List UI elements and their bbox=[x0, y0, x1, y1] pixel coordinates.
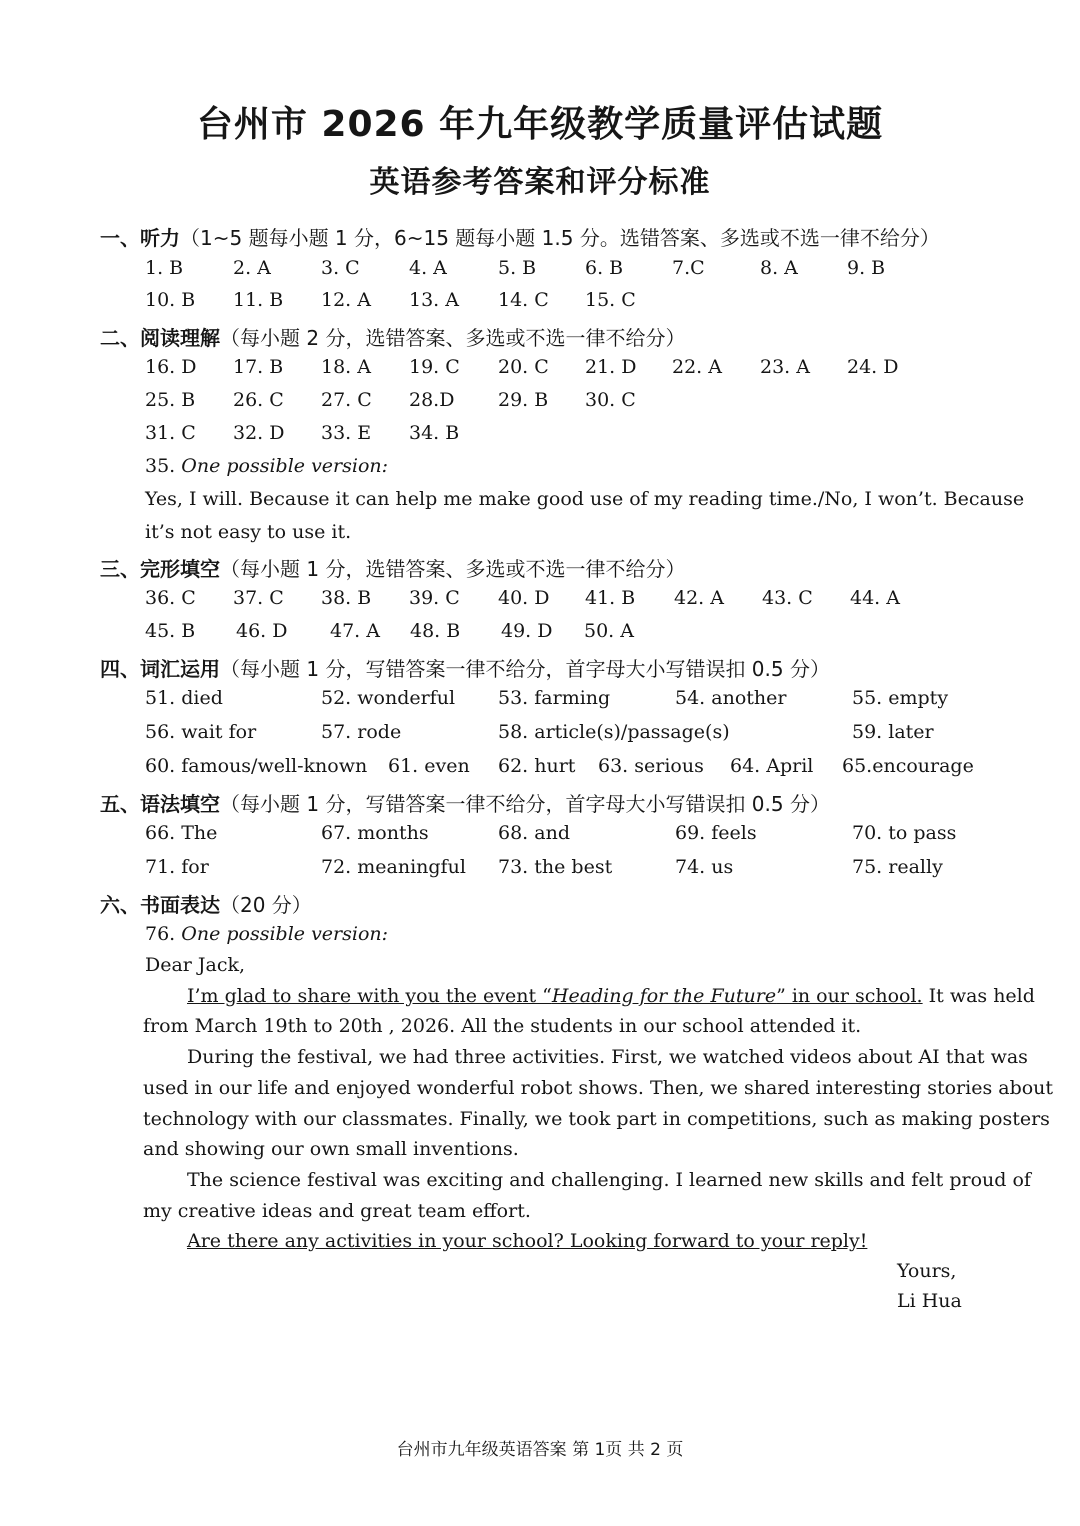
section-note: （每小题 1 分，写错答案一律不给分，首字母大小写错误扣 0.5 分） bbox=[220, 792, 830, 816]
answer-item: 2. A bbox=[233, 257, 271, 279]
section-note: （每小题 1 分，选错答案、多选或不选一律不给分） bbox=[220, 557, 686, 581]
answer-item: 49. D bbox=[501, 620, 553, 642]
answer-item: 19. C bbox=[409, 356, 460, 378]
answer-item: 64. April bbox=[730, 755, 814, 777]
page-subtitle: 英语参考答案和评分标准 bbox=[369, 165, 711, 200]
answer-item: 17. B bbox=[233, 356, 284, 378]
section-label: 一、听力 bbox=[100, 226, 180, 250]
answer-item: 30. C bbox=[585, 389, 636, 411]
answer-item: 18. A bbox=[321, 356, 371, 378]
answer-item: 61. even bbox=[388, 755, 470, 777]
answer-item: 34. B bbox=[409, 422, 460, 444]
letter-signature: Li Hua bbox=[897, 1290, 962, 1312]
answer-item: 14. C bbox=[498, 289, 549, 311]
answer-item: 37. C bbox=[233, 587, 284, 609]
section-label: 二、阅读理解 bbox=[100, 326, 220, 350]
answer-item: 1. B bbox=[145, 257, 184, 279]
answer-item: 74. us bbox=[675, 856, 734, 878]
answer-item: 75. really bbox=[852, 856, 943, 878]
letter-paragraph-2-line-2: used in our life and enjoyed wonderful robot shows. Then, we shared interesting stories about bbox=[143, 1077, 1054, 1099]
answer-item: 22. A bbox=[672, 356, 722, 378]
q35-answer-line-2: it’s not easy to use it. bbox=[145, 521, 352, 543]
answer-item: 15. C bbox=[585, 289, 636, 311]
answer-item: 44. A bbox=[850, 587, 900, 609]
answer-item: 42. A bbox=[674, 587, 724, 609]
answer-item: 60. famous/well-known bbox=[145, 755, 368, 777]
answer-item: 43. C bbox=[762, 587, 813, 609]
answer-item: 27. C bbox=[321, 389, 372, 411]
answer-item: 9. B bbox=[847, 257, 886, 279]
letter-paragraph-1-line-2: from March 19th to 20th , 2026. All the students in our school attended it. bbox=[143, 1015, 862, 1037]
section-cloze-heading bbox=[100, 553, 685, 582]
answer-item: 16. D bbox=[145, 356, 197, 378]
letter-paragraph-1-line-1 bbox=[187, 985, 1035, 1007]
letter-paragraph-3-line-2: my creative ideas and great team effort. bbox=[143, 1200, 531, 1222]
q35-version-line bbox=[145, 455, 388, 477]
letter-paragraph-2-line-1: During the festival, we had three activities. First, we watched videos about AI that was bbox=[187, 1046, 1028, 1068]
answer-item: 45. B bbox=[145, 620, 196, 642]
page-title: 台州市 2026 年九年级教学质量评估试题 bbox=[196, 104, 884, 145]
answer-item: 66. The bbox=[145, 822, 218, 844]
section-grammar-heading bbox=[100, 788, 830, 817]
section-label: 五、语法填空 bbox=[100, 792, 220, 816]
letter-paragraph-2-line-3: technology with our classmates. Finally, we took part in competitions, such as making posters bbox=[143, 1108, 1050, 1130]
text-span: It was held bbox=[922, 985, 1035, 1007]
section-label: 四、词汇运用 bbox=[100, 657, 220, 681]
page-footer: 台州市九年级英语答案 第 1页 共 2 页 bbox=[396, 1440, 684, 1460]
answer-item: 55. empty bbox=[852, 687, 949, 709]
answer-item: 65.encourage bbox=[842, 755, 974, 777]
q35-answer-line-1: Yes, I will. Because it can help me make good use of my reading time./No, I won’t. Because bbox=[145, 488, 1025, 510]
answer-item: 11. B bbox=[233, 289, 284, 311]
letter-greeting: Dear Jack, bbox=[145, 954, 246, 976]
underlined-sentence bbox=[187, 985, 923, 1007]
section-label: 三、完形填空 bbox=[100, 557, 220, 581]
event-title: Heading for the Future bbox=[551, 985, 777, 1007]
version-label: One possible version: bbox=[181, 923, 389, 945]
answer-item: 36. C bbox=[145, 587, 196, 609]
answer-item: 48. B bbox=[410, 620, 461, 642]
section-note: （每小题 2 分，选错答案、多选或不选一律不给分） bbox=[220, 326, 686, 350]
answer-item: 71. for bbox=[145, 856, 209, 878]
answer-item: 33. E bbox=[321, 422, 372, 444]
answer-item: 32. D bbox=[233, 422, 285, 444]
answer-item: 54. another bbox=[675, 687, 787, 709]
answer-item: 68. and bbox=[498, 822, 570, 844]
answer-item: 39. C bbox=[409, 587, 460, 609]
answer-item: 70. to pass bbox=[852, 822, 957, 844]
answer-item: 58. article(s)/passage(s) bbox=[498, 721, 730, 743]
answer-item: 20. C bbox=[498, 356, 549, 378]
answer-item: 62. hurt bbox=[498, 755, 576, 777]
version-label: One possible version: bbox=[181, 455, 389, 477]
answer-item: 69. feels bbox=[675, 822, 757, 844]
answer-item: 7.C bbox=[672, 257, 705, 279]
answer-item: 52. wonderful bbox=[321, 687, 456, 709]
answer-item: 12. A bbox=[321, 289, 371, 311]
text-span: ” in our school. bbox=[776, 985, 923, 1007]
section-writing-heading bbox=[100, 889, 312, 918]
answer-item: 47. A bbox=[330, 620, 380, 642]
letter-closing: Yours, bbox=[897, 1260, 957, 1282]
answer-item: 72. meaningful bbox=[321, 856, 466, 878]
answer-item: 23. A bbox=[760, 356, 810, 378]
answer-item: 53. farming bbox=[498, 687, 611, 709]
answer-item: 25. B bbox=[145, 389, 196, 411]
answer-item: 67. months bbox=[321, 822, 429, 844]
text-span: I’m glad to share with you the event “ bbox=[187, 985, 552, 1007]
answer-item: 31. C bbox=[145, 422, 196, 444]
answer-item: 6. B bbox=[585, 257, 624, 279]
answer-item: 59. later bbox=[852, 721, 934, 743]
section-label: 六、书面表达 bbox=[100, 893, 220, 917]
answer-item: 29. B bbox=[498, 389, 549, 411]
question-number: 76. bbox=[145, 923, 176, 945]
section-reading-heading bbox=[100, 322, 685, 351]
section-vocabulary-heading bbox=[100, 653, 830, 682]
section-listening-heading bbox=[100, 222, 940, 251]
answer-item: 57. rode bbox=[321, 721, 402, 743]
q76-version-line bbox=[145, 923, 388, 945]
answer-item: 46. D bbox=[236, 620, 288, 642]
answer-item: 73. the best bbox=[498, 856, 613, 878]
answer-item: 40. D bbox=[498, 587, 550, 609]
answer-item: 8. A bbox=[760, 257, 798, 279]
answer-item: 41. B bbox=[585, 587, 636, 609]
section-note: （1~5 题每小题 1 分，6~15 题每小题 1.5 分。选错答案、多选或不选一律不给分） bbox=[180, 226, 940, 250]
answer-item: 24. D bbox=[847, 356, 899, 378]
answer-item: 3. C bbox=[321, 257, 360, 279]
answer-item: 51. died bbox=[145, 687, 223, 709]
answer-item: 50. A bbox=[584, 620, 634, 642]
answer-item: 5. B bbox=[498, 257, 537, 279]
answer-item: 26. C bbox=[233, 389, 284, 411]
section-note: （每小题 1 分，写错答案一律不给分，首字母大小写错误扣 0.5 分） bbox=[220, 657, 830, 681]
answer-item: 10. B bbox=[145, 289, 196, 311]
answer-item: 28.D bbox=[409, 389, 455, 411]
answer-item: 4. A bbox=[409, 257, 447, 279]
answer-item: 13. A bbox=[409, 289, 459, 311]
letter-paragraph-2-line-4: and showing our own small inventions. bbox=[143, 1138, 519, 1160]
answer-item: 56. wait for bbox=[145, 721, 257, 743]
answer-item: 38. B bbox=[321, 587, 372, 609]
question-number: 35. bbox=[145, 455, 176, 477]
letter-paragraph-4: Are there any activities in your school? Looking forward to your reply! bbox=[187, 1230, 868, 1252]
letter-paragraph-3-line-1: The science festival was exciting and challenging. I learned new skills and felt proud of bbox=[187, 1169, 1031, 1191]
answer-item: 21. D bbox=[585, 356, 637, 378]
answer-item: 63. serious bbox=[598, 755, 704, 777]
section-note: （20 分） bbox=[220, 893, 312, 917]
